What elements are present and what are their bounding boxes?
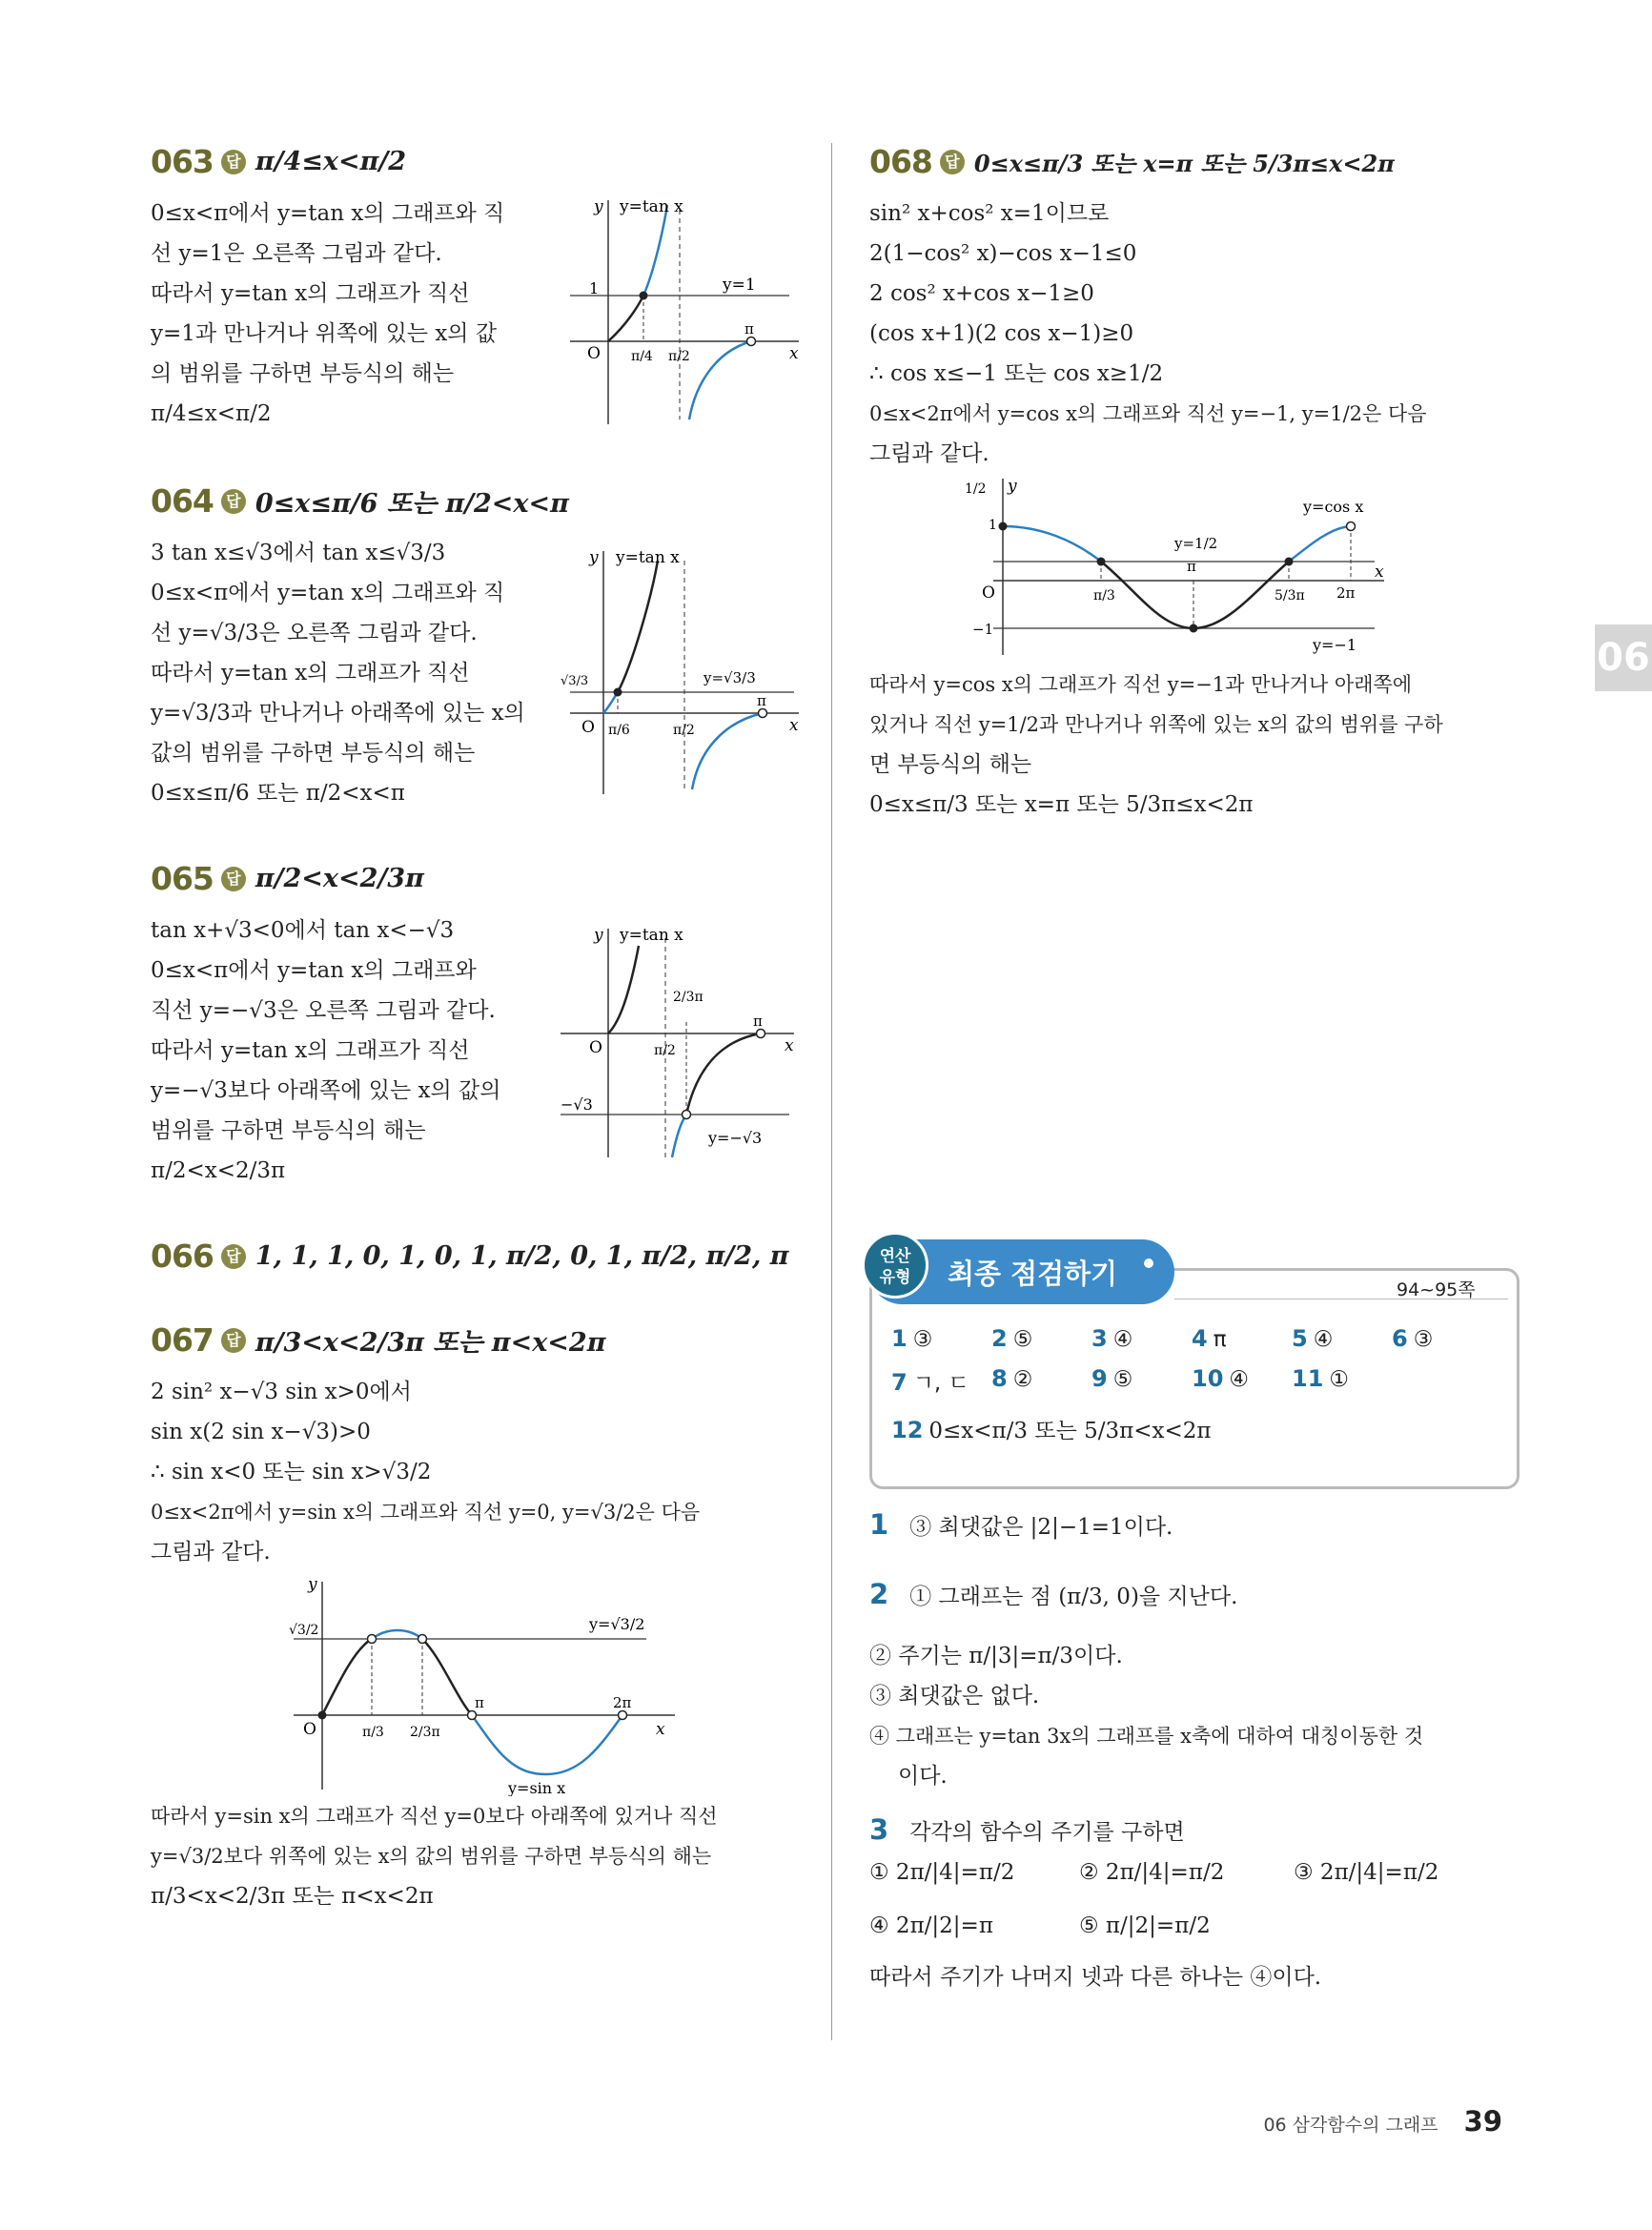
answer-item bbox=[1192, 1325, 1227, 1352]
period-list bbox=[869, 1852, 1518, 1957]
tick-value: √3/2 bbox=[289, 1623, 319, 1638]
origin-label: O bbox=[303, 1720, 316, 1739]
text-line: ③ 최댓값은 없다. bbox=[869, 1684, 1040, 1708]
item-answer: ③ bbox=[1413, 1327, 1434, 1352]
item-number: 11 bbox=[1292, 1365, 1324, 1392]
item-number: 10 bbox=[1192, 1365, 1224, 1392]
period-item: ③ 2π/|4|=π/2 bbox=[1294, 1860, 1439, 1885]
page-footer bbox=[1263, 2105, 1502, 2138]
tick-1: 1 bbox=[589, 279, 600, 297]
problem-064 bbox=[151, 482, 808, 835]
text-line: ① 그래프는 점 (π/3, 0)을 지난다. bbox=[909, 1585, 1238, 1609]
review-ribbon bbox=[869, 1239, 1174, 1304]
text-line: ④ 그래프는 y=tan 3x의 그래프를 x축에 대하여 대칭이동한 것 bbox=[869, 1725, 1424, 1748]
text-line: 0≤x<2π에서 y=sin x의 그래프와 직선 y=0, y=√3/2은 다음 bbox=[151, 1501, 701, 1524]
tick-pi-2: π/2 bbox=[654, 1043, 676, 1058]
text-line: 있거나 직선 y=1/2과 만나거나 위쪽에 있는 x의 값의 범위를 구하 bbox=[869, 713, 1443, 736]
tick-pi: π bbox=[475, 1694, 484, 1711]
axis-label-y: y bbox=[594, 926, 603, 945]
line-label: y=√3/2 bbox=[589, 1615, 645, 1633]
text-line: 직선 y=−√3은 오른쪽 그림과 같다. bbox=[151, 998, 496, 1023]
problem-068 bbox=[869, 143, 1518, 825]
tick-pi-6: π/6 bbox=[608, 723, 630, 738]
item-number: 1 bbox=[891, 1325, 908, 1352]
answer-tag: 답 bbox=[221, 1244, 246, 1269]
problem-063 bbox=[151, 143, 808, 458]
badge-line-2: 유형 bbox=[879, 1268, 911, 1287]
badge-line-1: 연산 bbox=[879, 1247, 911, 1266]
item-number: 5 bbox=[1292, 1325, 1308, 1352]
axis-label-x: x bbox=[656, 1720, 665, 1739]
axis-label-x: x bbox=[785, 1036, 794, 1055]
tick-pi: π bbox=[744, 320, 754, 338]
item-number: 7 bbox=[891, 1369, 908, 1396]
tick-1: 1 bbox=[989, 518, 997, 533]
column-divider bbox=[831, 143, 832, 2040]
period-item: ② 2π/|4|=π/2 bbox=[1079, 1860, 1225, 1885]
text-line: 따라서 y=cos x의 그래프가 직선 y=−1과 만나거나 아래쪽에 bbox=[869, 673, 1413, 696]
graph-064 bbox=[561, 542, 808, 799]
problem-066 bbox=[151, 1238, 808, 1297]
text-line: y=−√3보다 아래쪽에 있는 x의 값의 bbox=[151, 1078, 501, 1103]
answer-tag: 답 bbox=[221, 150, 246, 174]
text-line: 그림과 같다. bbox=[869, 441, 989, 466]
answer-item bbox=[1392, 1325, 1433, 1352]
solution-number: 1 bbox=[869, 1508, 889, 1541]
axis-label-y: y bbox=[594, 197, 603, 216]
answer-item bbox=[1091, 1325, 1132, 1352]
review-title: 최종 점검하기 bbox=[948, 1258, 1118, 1290]
answer-item bbox=[891, 1413, 1212, 1444]
item-number: 4 bbox=[1192, 1325, 1208, 1352]
item-answer: ⑤ bbox=[1012, 1327, 1033, 1352]
problem-067 bbox=[151, 1321, 808, 1916]
item-answer: ④ bbox=[1112, 1327, 1133, 1352]
answer-item bbox=[991, 1325, 1032, 1352]
line-label-half: y=1/2 bbox=[1174, 535, 1218, 552]
period-item: ④ 2π/|2|=π bbox=[869, 1913, 993, 1938]
answer-tag: 답 bbox=[221, 1328, 246, 1353]
axis-label-y: y bbox=[1008, 477, 1017, 496]
solutions bbox=[869, 1504, 1518, 1997]
problem-header bbox=[151, 1238, 808, 1275]
text-line: 0≤x≤π/3 또는 x=π 또는 5/3π≤x<2π bbox=[869, 792, 1254, 817]
problem-number: 065 bbox=[151, 860, 214, 897]
text-line: (cos x+1)(2 cos x−1)≥0 bbox=[869, 321, 1134, 346]
tick-pi-3: π/3 bbox=[362, 1725, 384, 1740]
text-line: y=1과 만나거나 위쪽에 있는 x의 값 bbox=[151, 321, 498, 346]
ribbon-dot bbox=[1144, 1258, 1153, 1268]
answer-item bbox=[1292, 1325, 1333, 1352]
answer-item bbox=[891, 1325, 932, 1352]
explanation bbox=[869, 194, 1518, 825]
text-line: 따라서 y=sin x의 그래프가 직선 y=0보다 아래쪽에 있거나 직선 bbox=[151, 1805, 718, 1828]
line-label: y=√3/3 bbox=[704, 669, 756, 686]
problem-number: 064 bbox=[151, 482, 214, 520]
solution-2 bbox=[869, 1574, 1518, 1617]
graph-063 bbox=[561, 191, 808, 429]
line-label: y=1 bbox=[723, 276, 756, 295]
problem-number: 068 bbox=[869, 143, 932, 180]
tick-5pi-3: 5/3π bbox=[1275, 588, 1305, 604]
text-line: ∴ cos x≤−1 또는 cos x≥1/2 bbox=[869, 361, 1164, 386]
text-line: 의 범위를 구하면 부등식의 해는 bbox=[151, 361, 455, 386]
item-number: 9 bbox=[1091, 1365, 1108, 1392]
solution-number: 2 bbox=[869, 1578, 889, 1610]
review-badge bbox=[862, 1232, 928, 1299]
tick-value: √3/3 bbox=[561, 674, 589, 688]
text-line: 범위를 구하면 부등식의 해는 bbox=[151, 1118, 426, 1143]
text-line: 0≤x<2π에서 y=cos x의 그래프와 직선 y=−1, y=1/2은 다음 bbox=[869, 402, 1427, 425]
tick-pi-2: π/2 bbox=[673, 723, 695, 738]
axis-label-x: x bbox=[789, 344, 799, 363]
text-line: 0≤x<π에서 y=tan x의 그래프와 직 bbox=[151, 201, 505, 226]
tick-pi: π bbox=[757, 692, 766, 709]
text-line: 따라서 주기가 나머지 넷과 다른 하나는 ④이다. bbox=[869, 1965, 1322, 1990]
origin-label: O bbox=[587, 344, 601, 363]
answer-tag: 답 bbox=[221, 489, 246, 514]
text-line: 따라서 y=tan x의 그래프가 직선 bbox=[151, 1038, 470, 1063]
text-line: 0≤x<π에서 y=tan x의 그래프와 직 bbox=[151, 581, 505, 605]
item-number: 2 bbox=[991, 1325, 1008, 1352]
axis-label-x: x bbox=[789, 716, 799, 735]
answer-item bbox=[1292, 1365, 1349, 1392]
text-line: 이다. bbox=[898, 1764, 948, 1789]
answer-tag: 답 bbox=[221, 867, 246, 891]
item-answer: ④ bbox=[1313, 1327, 1334, 1352]
page-number: 39 bbox=[1463, 2105, 1502, 2138]
tick-2pi-3: 2/3π bbox=[410, 1725, 440, 1740]
text-line: 값의 범위를 구하면 부등식의 해는 bbox=[151, 741, 476, 766]
tick-pi: π bbox=[1187, 558, 1196, 575]
problem-number: 067 bbox=[151, 1321, 214, 1359]
text-line: tan x+√3<0에서 tan x<−√3 bbox=[151, 918, 455, 943]
origin-label: O bbox=[589, 1038, 602, 1057]
text-line: 선 y=1은 오른쪽 그림과 같다. bbox=[151, 241, 442, 266]
line-label: y=−√3 bbox=[708, 1129, 763, 1147]
item-answer: ② bbox=[1012, 1367, 1033, 1392]
answer: 1, 1, 1, 0, 1, 0, 1, π/2, 0, 1, π/2, π/2, π bbox=[255, 1241, 789, 1271]
text-line: ② 주기는 π/|3|=π/3이다. bbox=[869, 1644, 1123, 1668]
text-line: ∴ sin x<0 또는 sin x>√3/2 bbox=[151, 1460, 432, 1484]
problem-number: 066 bbox=[151, 1238, 214, 1275]
chapter-tab: 06 bbox=[1595, 624, 1652, 691]
right-column bbox=[869, 143, 1518, 849]
answer: π/3<x<2/3π 또는 π<x<2π bbox=[255, 1328, 606, 1358]
origin-label: O bbox=[982, 583, 995, 603]
tick-2pi: 2π bbox=[613, 1694, 632, 1711]
text-line: sin x(2 sin x−√3)>0 bbox=[151, 1420, 371, 1444]
text-line: 2 sin² x−√3 sin x>0에서 bbox=[151, 1380, 412, 1404]
text-line: 따라서 y=tan x의 그래프가 직선 bbox=[151, 281, 470, 306]
solution-number: 3 bbox=[869, 1813, 889, 1846]
axis-label-y: y bbox=[308, 1575, 317, 1594]
solution-1 bbox=[869, 1504, 1518, 1547]
item-answer: ① bbox=[1329, 1367, 1350, 1392]
text-line: 0≤x≤π/6 또는 π/2<x<π bbox=[151, 781, 405, 806]
text-line: 그림과 같다. bbox=[151, 1540, 271, 1565]
tick-pi-3: π/3 bbox=[1093, 588, 1115, 604]
answer: 0≤x≤π/3 또는 x=π 또는 5/3π≤x<2π bbox=[973, 150, 1395, 177]
problem-header bbox=[869, 143, 1518, 180]
origin-label: O bbox=[581, 718, 595, 737]
graph-067 bbox=[151, 1572, 808, 1796]
text-line: π/4≤x<π/2 bbox=[151, 401, 272, 426]
text-line: π/2<x<2/3π bbox=[151, 1158, 286, 1183]
tick-pi-4: π/4 bbox=[631, 349, 653, 364]
chapter-title: 06 삼각함수의 그래프 bbox=[1263, 2115, 1438, 2136]
item-number: 3 bbox=[1091, 1325, 1108, 1352]
answer-item bbox=[1192, 1365, 1249, 1392]
answer-tag: 답 bbox=[940, 150, 965, 174]
answer-item bbox=[891, 1365, 969, 1397]
curve-label: y=tan x bbox=[620, 197, 683, 216]
text-line: 따라서 y=tan x의 그래프가 직선 bbox=[151, 661, 470, 685]
answer: 0≤x≤π/6 또는 π/2<x<π bbox=[255, 489, 569, 519]
answer-item bbox=[991, 1365, 1032, 1392]
item-answer: π bbox=[1213, 1327, 1227, 1352]
problem-number: 063 bbox=[151, 143, 214, 180]
item-answer: ③ bbox=[912, 1327, 933, 1352]
text-line: sin² x+cos² x=1이므로 bbox=[869, 201, 1110, 226]
line-label-minus-1: y=−1 bbox=[1313, 636, 1357, 654]
answer-item bbox=[1091, 1365, 1132, 1392]
item-answer: ④ bbox=[1229, 1367, 1250, 1392]
text-line: ③ 최댓값은 |2|−1=1이다. bbox=[909, 1515, 1173, 1540]
curve-label: y=sin x bbox=[508, 1779, 566, 1796]
text-line: 선 y=√3/3은 오른쪽 그림과 같다. bbox=[151, 621, 478, 645]
explanation bbox=[151, 1372, 808, 1916]
curve-label: y=tan x bbox=[616, 548, 680, 567]
text-line: y=√3/2보다 위쪽에 있는 x의 값의 범위를 구하면 부등식의 해는 bbox=[151, 1845, 712, 1868]
tick-value: −√3 bbox=[561, 1095, 593, 1114]
tick-2pi-3: 2/3π bbox=[673, 990, 704, 1005]
period-item: ① 2π/|4|=π/2 bbox=[869, 1860, 1015, 1885]
graph-068 bbox=[869, 474, 1518, 665]
tick-half: 1/2 bbox=[965, 481, 987, 497]
tick-pi-2: π/2 bbox=[668, 349, 690, 364]
tick-2pi: 2π bbox=[1336, 584, 1356, 602]
axis-label-x: x bbox=[1375, 563, 1384, 582]
problem-065 bbox=[151, 860, 808, 1213]
text-line: 0≤x<π에서 y=tan x의 그래프와 bbox=[151, 958, 477, 983]
item-number: 6 bbox=[1392, 1325, 1408, 1352]
curve-label: y=tan x bbox=[620, 926, 683, 945]
item-answer: ⑤ bbox=[1112, 1367, 1133, 1392]
item-number: 8 bbox=[991, 1365, 1008, 1392]
text-line: 2(1−cos² x)−cos x−1≤0 bbox=[869, 241, 1137, 266]
problem-header bbox=[151, 860, 808, 897]
left-column bbox=[151, 143, 808, 1941]
curve-label: y=cos x bbox=[1303, 498, 1364, 516]
text-line: y=√3/3과 만나거나 아래쪽에 있는 x의 bbox=[151, 701, 525, 726]
graph-065 bbox=[551, 919, 804, 1167]
item-answer: 0≤x<π/3 또는 5/3π<x<2π bbox=[928, 1419, 1212, 1443]
text-line: 각각의 함수의 주기를 구하면 bbox=[909, 1820, 1185, 1845]
axis-label-y: y bbox=[589, 548, 599, 567]
text-line: 2 cos² x+cos x−1≥0 bbox=[869, 281, 1094, 306]
text-line: π/3<x<2/3π 또는 π<x<2π bbox=[151, 1884, 434, 1909]
problem-header bbox=[151, 482, 808, 520]
tick-pi: π bbox=[753, 1013, 763, 1030]
answer: π/4≤x<π/2 bbox=[255, 147, 407, 176]
text-line: 면 부등식의 해는 bbox=[869, 752, 1032, 777]
problem-header bbox=[151, 143, 808, 180]
solution-3 bbox=[869, 1810, 1518, 1852]
item-number: 12 bbox=[891, 1417, 924, 1443]
answer: π/2<x<2/3π bbox=[255, 864, 424, 893]
tick-minus-1: −1 bbox=[972, 621, 994, 638]
item-answer: ㄱ, ㄷ bbox=[912, 1371, 969, 1396]
review-pages: 94~95쪽 bbox=[1397, 1279, 1476, 1300]
problem-header bbox=[151, 1321, 808, 1359]
period-item: ⑤ π/|2|=π/2 bbox=[1079, 1913, 1211, 1938]
text-line: 3 tan x≤√3에서 tan x≤√3/3 bbox=[151, 541, 446, 565]
